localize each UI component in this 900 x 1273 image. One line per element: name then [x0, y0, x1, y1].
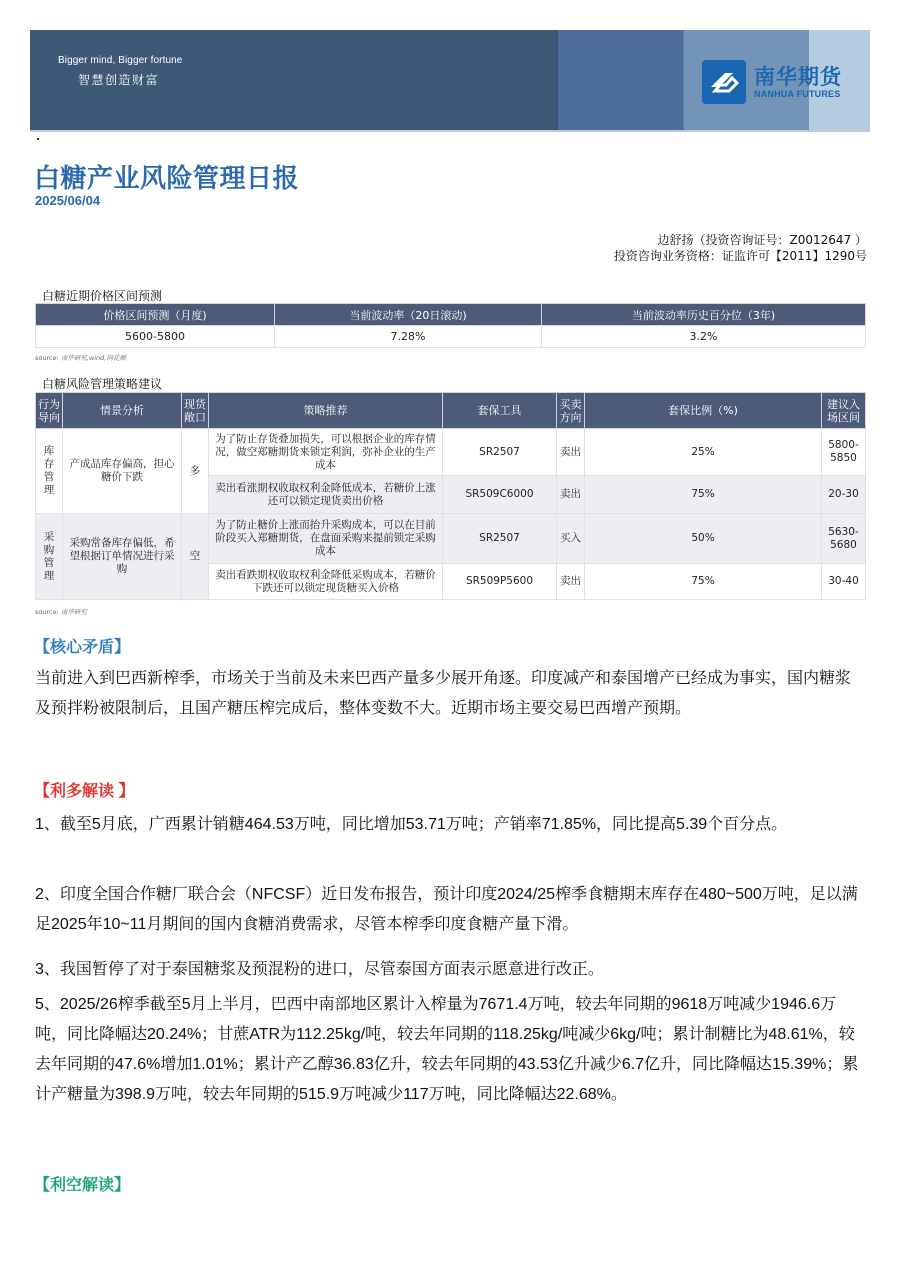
cell-ratio: 75%: [585, 564, 822, 600]
cell-exposure: 空: [182, 514, 209, 600]
source-prefix: source:: [35, 608, 59, 616]
bullish-item-2: 2、印度全国合作糖厂联合会（NFCSF）近日发布报告，预计印度2024/25榨季食糖期末库存在480~500万吨，足以满足2025年10~11月期间的国内食糖消费需求，尽管本榨季印度食糖产量下滑。: [35, 886, 858, 933]
firm-qualification: 投资咨询业务资格：证监许可【2011】1290号: [613, 249, 867, 263]
cell-ratio: 75%: [585, 476, 822, 514]
source-prefix: source:: [35, 354, 59, 362]
cell-orientation: 库存管理: [36, 429, 63, 514]
table-row: [36, 326, 866, 348]
cell-direction: 买入: [557, 514, 585, 564]
logo-name-chinese: 南华期货: [754, 64, 842, 89]
cell-direction: 卖出: [557, 429, 585, 476]
stray-dot: [37, 138, 39, 140]
strategy-source-note: [35, 607, 87, 616]
header-ratio: 套保比例（%): [585, 393, 822, 429]
cell-tool: SR509P5600: [443, 564, 557, 600]
analyst-info: [614, 232, 867, 264]
cell-ratio: 25%: [585, 429, 822, 476]
price-source-note: [35, 353, 126, 362]
bullish-item-1: 1、截至5月底，广西累计销糖464.53万吨，同比增加53.71万吨；产销率71.85%，同比提高5.39个百分点。: [35, 816, 788, 833]
header-entry: 建议入场区间: [822, 393, 866, 429]
header-volatility: 当前波动率（20日滚动): [275, 304, 542, 326]
price-section-label: 白糖近期价格区间预测: [42, 289, 163, 303]
header-direction: 买卖方向: [557, 393, 585, 429]
cell-volatility-percentile: 3.2%: [542, 326, 866, 348]
cell-tool: SR509C6000: [443, 476, 557, 514]
bearish-heading: 【利空解读】: [34, 1177, 131, 1194]
cell-entry: 5630-5680: [822, 514, 866, 564]
cell-entry: 30-40: [822, 564, 866, 600]
bullish-item-3: 3、我国暂停了对于泰国糖浆及预混粉的进口，尽管泰国方面表示愿意进行改正。: [35, 961, 604, 978]
company-logo: [702, 60, 842, 104]
nanhua-logo-icon: [702, 60, 746, 104]
table-header-row: [36, 304, 866, 326]
cell-exposure: 多: [182, 429, 209, 514]
cell-direction: 卖出: [557, 476, 585, 514]
bullish-item-5: 5、2025/26榨季截至5月上半月，巴西中南部地区累计入榨量为7671.4万吨，较去年同期的9618万吨减少1946.6万吨，同比降幅达20.24%；甘蔗ATR为112.25kg/吨，较去年同期的118.25kg/吨减少6kg/吨；累计制糖比为48.61%，较去年同期的47.6%增加1.01%；累计产乙醇36.83亿升，较去年同期的43.53亿升减少6.7亿升，同比降幅达15.39%；累计产糖量为398.9万吨，较去年同期的515.9万吨减少117万吨，同比降幅达22.68%。: [35, 996, 859, 1103]
slogan-chinese: 智慧创造财富: [78, 73, 160, 87]
source-text: 南华研究: [60, 608, 87, 616]
price-forecast-table: [35, 303, 866, 348]
header-orientation: 行为导向: [36, 393, 63, 429]
strategy-section-label: 白糖风险管理策略建议: [42, 377, 163, 391]
analyst-name-license: 边舒扬（投资咨询证号：Z0012647 ）: [657, 233, 867, 247]
cell-entry: 5800-5850: [822, 429, 866, 476]
cell-scenario: 产成品库存偏高，担心糖价下跌: [63, 429, 182, 514]
header-price-range: 价格区间预测（月度): [36, 304, 275, 326]
table-header-row: [36, 393, 866, 429]
cell-strategy: 卖出看涨期权收取权利金降低成本，若糖价上涨还可以锁定现货卖出价格: [209, 476, 443, 514]
header-strategy: 策略推荐: [209, 393, 443, 429]
report-date: 2025/06/04: [35, 193, 101, 208]
cell-ratio: 50%: [585, 514, 822, 564]
header-scenario: 情景分析: [63, 393, 182, 429]
header-exposure: 现货敞口: [182, 393, 209, 429]
cell-scenario: 采购常备库存偏低，希望根据订单情况进行采购: [63, 514, 182, 600]
cell-strategy: 为了防止存货叠加损失，可以根据企业的库存情况，做空郑糖期货来锁定利润，弥补企业的生产成本: [209, 429, 443, 476]
logo-text: [754, 65, 842, 100]
cell-volatility: 7.28%: [275, 326, 542, 348]
cell-strategy: 卖出看跌期权收取权利金降低采购成本，若糖价下跌还可以锁定现货糖买入价格: [209, 564, 443, 600]
cell-orientation: 采购管理: [36, 514, 63, 600]
cell-strategy: 为了防止糖价上涨而抬升采购成本，可以在目前阶段买入郑糖期货，在盘面采购来提前锁定采购成本: [209, 514, 443, 564]
banner-divider: [30, 130, 870, 132]
header-tool: 套保工具: [443, 393, 557, 429]
bullish-heading: 【利多解读 】: [34, 783, 135, 800]
cell-tool: SR2507: [443, 514, 557, 564]
table-row: [36, 514, 866, 564]
core-paragraph: 当前进入到巴西新榨季，市场关于当前及未来巴西产量多少展开角逐。印度减产和泰国增产已经成为事实，国内糖浆及预拌粉被限制后，且国产糖压榨完成后，整体变数不大。近期市场主要交易巴西增产预期。: [35, 670, 852, 717]
source-text: 南华研究,wind,同花顺: [60, 354, 126, 362]
header-volatility-percentile: 当前波动率历史百分位（3年): [542, 304, 866, 326]
report-title: 白糖产业风险管理日报: [34, 164, 300, 194]
cell-price-range: 5600-5800: [36, 326, 275, 348]
cell-tool: SR2507: [443, 429, 557, 476]
banner-segment-mid: [557, 30, 683, 130]
slogan-english: Bigger mind, Bigger fortune: [58, 55, 183, 66]
cell-direction: 卖出: [557, 564, 585, 600]
strategy-table: [35, 392, 866, 600]
table-row: [36, 429, 866, 476]
core-heading: 【核心矛盾】: [34, 639, 131, 656]
logo-name-english: NANHUA FUTURES: [754, 88, 841, 99]
cell-entry: 20-30: [822, 476, 866, 514]
